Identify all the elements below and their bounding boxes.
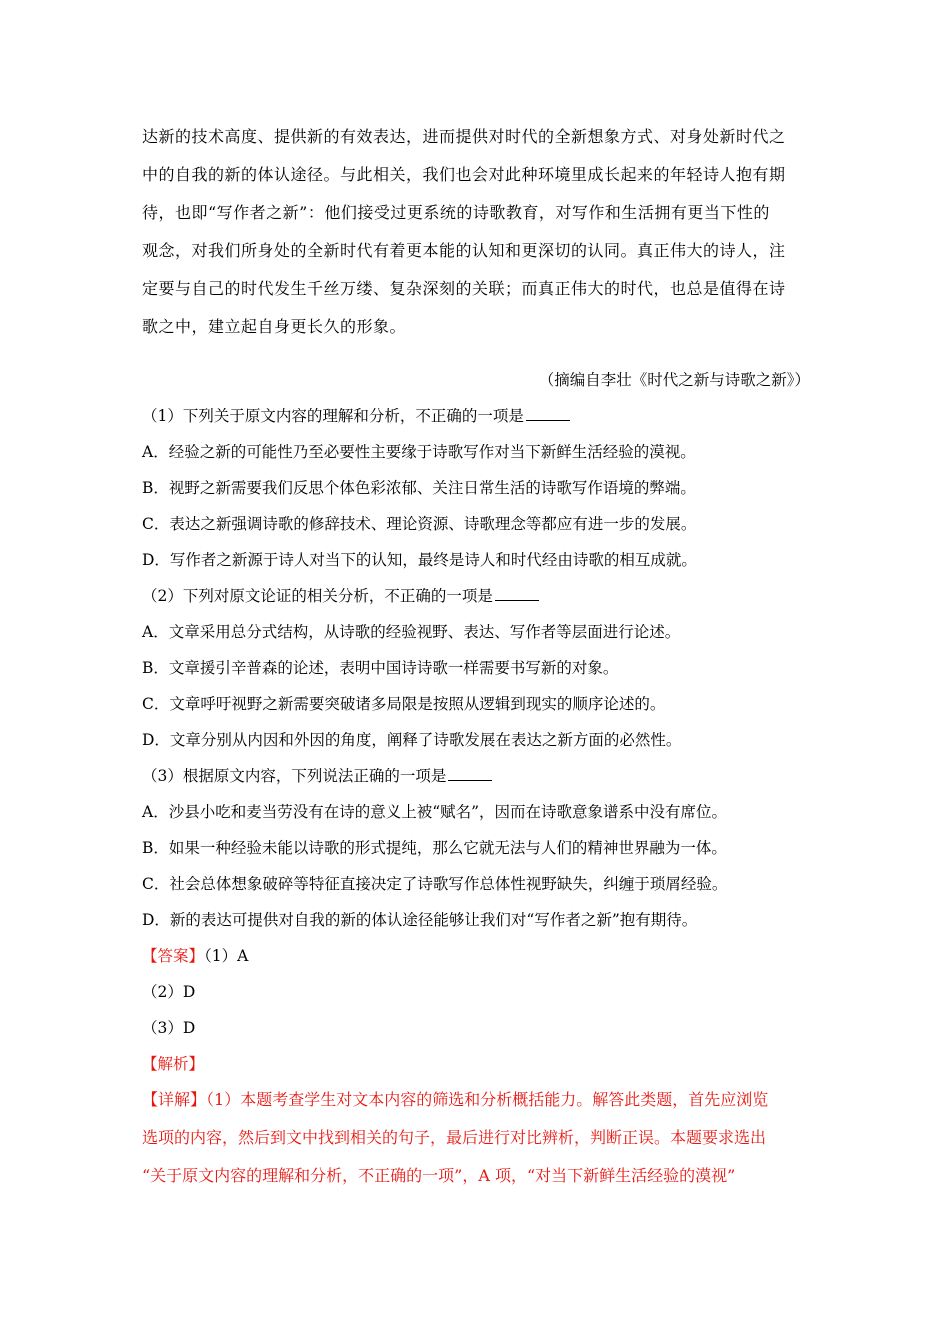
answer-blank bbox=[526, 406, 570, 421]
passage-line: 达新的技术高度、提供新的有效表达，进而提供对时代的全新想象方式、对身处新时代之 bbox=[142, 127, 786, 146]
question-option: B．视野之新需要我们反思个体色彩浓郁、关注日常生活的诗歌写作语境的弊端。 bbox=[142, 479, 696, 497]
source-citation: （摘编自李壮《时代之新与诗歌之新》） bbox=[538, 371, 810, 389]
question-option: B．文章援引辛普森的论述，表明中国诗诗歌一样需要书写新的对象。 bbox=[142, 659, 619, 677]
question-stem-text: （2）下列对原文论证的相关分析，不正确的一项是 bbox=[142, 587, 493, 605]
question-option: D．新的表达可提供对自我的新的体认途径能够让我们对“写作者之新”抱有期待。 bbox=[142, 911, 698, 929]
question-option: C．文章呼吁视野之新需要突破诸多局限是按照从逻辑到现实的顺序论述的。 bbox=[142, 695, 666, 713]
answer-item: （3）D bbox=[142, 1019, 196, 1037]
passage-line: 观念，对我们所身处的全新时代有着更本能的认知和更深切的认同。真正伟大的诗人，注 bbox=[142, 241, 786, 260]
detail-label: 【详解】 bbox=[142, 1090, 207, 1109]
detail-line bbox=[142, 1090, 768, 1110]
question-stem bbox=[142, 586, 539, 606]
answer-blank bbox=[495, 586, 539, 601]
answer-item: （1）A bbox=[204, 947, 249, 965]
detail-text: （1）本题考查学生对文本内容的筛选和分析概括能力。解答此类题，首先应浏览 bbox=[206, 1090, 769, 1109]
passage-line: 歌之中，建立起自身更长久的形象。 bbox=[142, 317, 407, 336]
analysis-label: 【解析】 bbox=[142, 1055, 205, 1073]
question-option: D．文章分别从内因和外因的角度，阐释了诗歌发展在表达之新方面的必然性。 bbox=[142, 731, 682, 749]
passage-line: 待，也即“写作者之新”：他们接受过更系统的诗歌教育，对写作和生活拥有更当下性的 bbox=[142, 203, 770, 222]
question-option: A．经验之新的可能性乃至必要性主要缘于诗歌写作对当下新鲜生活经验的漠视。 bbox=[142, 443, 696, 461]
answer-label: 【答案】 bbox=[142, 947, 205, 965]
question-option: C．社会总体想象破碎等特征直接决定了诗歌写作总体性视野缺失，纠缠于琐屑经验。 bbox=[142, 875, 728, 893]
detail-line: “关于原文内容的理解和分析，不正确的一项”，A 项，“对当下新鲜生活经验的漠视” bbox=[142, 1166, 736, 1185]
question-option: C．表达之新强调诗歌的修辞技术、理论资源、诗歌理念等都应有进一步的发展。 bbox=[142, 515, 697, 533]
question-option: A．文章采用总分式结构，从诗歌的经验视野、表达、写作者等层面进行论述。 bbox=[142, 623, 681, 641]
question-option: B．如果一种经验未能以诗歌的形式提纯，那么它就无法与人们的精神世界融为一体。 bbox=[142, 839, 727, 857]
question-option: A．沙县小吃和麦当劳没有在诗的意义上被“赋名”，因而在诗歌意象谱系中没有席位。 bbox=[142, 803, 728, 821]
question-stem bbox=[142, 766, 492, 786]
question-stem-text: （3）根据原文内容，下列说法正确的一项是 bbox=[142, 767, 447, 785]
answer-line bbox=[142, 946, 248, 966]
question-stem-text: （1）下列关于原文内容的理解和分析，不正确的一项是 bbox=[142, 407, 524, 425]
detail-line: 选项的内容，然后到文中找到相关的句子，最后进行对比辨析，判断正误。本题要求选出 bbox=[142, 1128, 767, 1147]
answer-blank bbox=[448, 766, 492, 781]
question-option: D．写作者之新源于诗人对当下的认知，最终是诗人和时代经由诗歌的相互成就。 bbox=[142, 551, 697, 569]
passage-line: 定要与自己的时代发生千丝万缕、复杂深刻的关联；而真正伟大的时代，也总是值得在诗 bbox=[142, 279, 786, 298]
passage-line: 中的自我的新的体认途径。与此相关，我们也会对此种环境里成长起来的年轻诗人抱有期 bbox=[142, 165, 786, 184]
answer-item: （2）D bbox=[142, 983, 196, 1001]
question-stem bbox=[142, 406, 570, 426]
